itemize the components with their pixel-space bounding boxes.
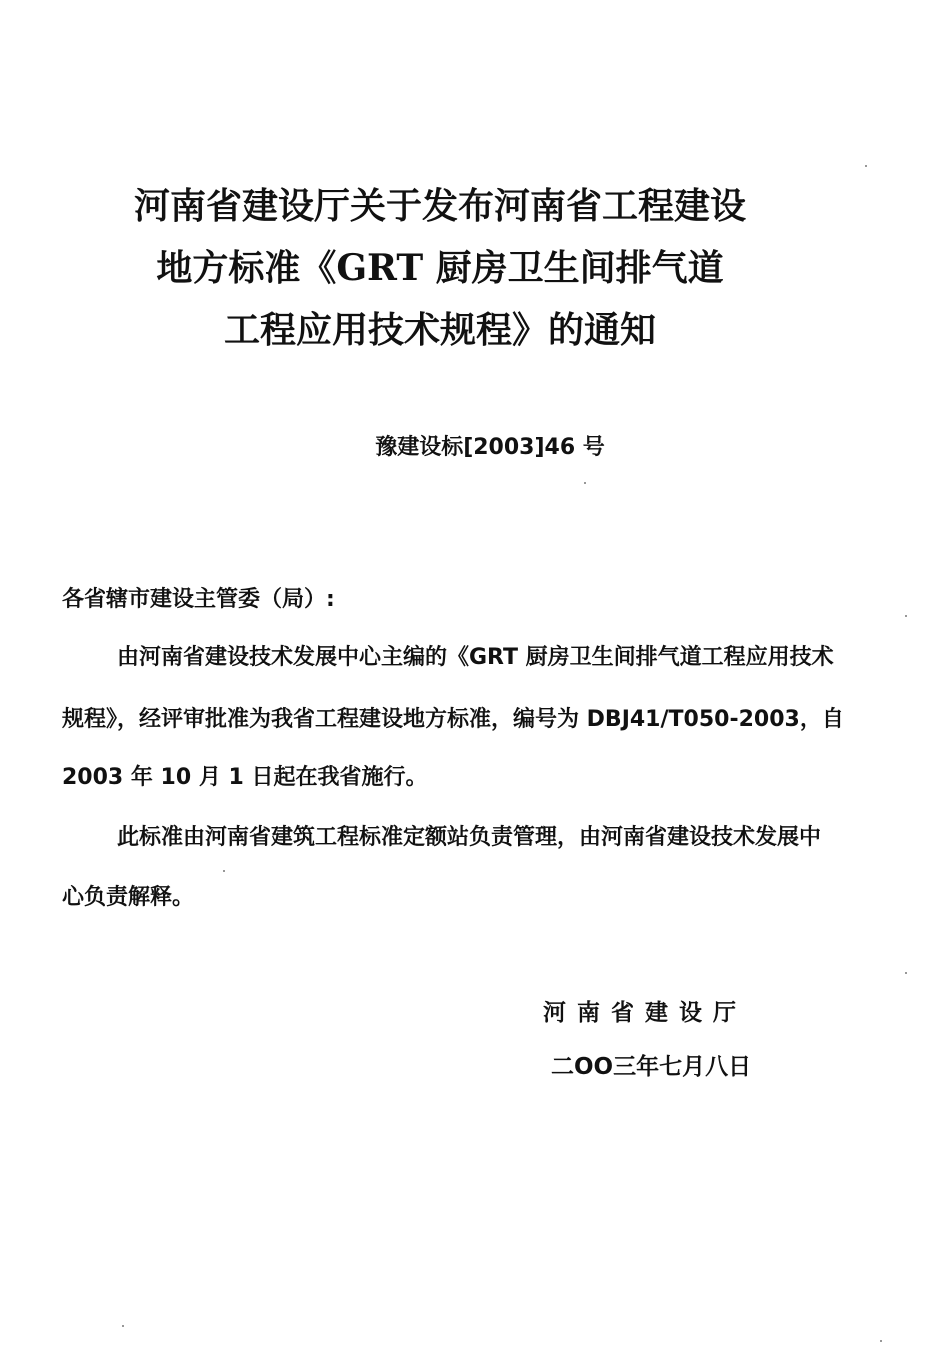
scan-speck xyxy=(880,1340,882,1342)
salutation: 各省辖市建设主管委（局）: xyxy=(62,587,335,612)
body-line-4: 此标准由河南省建筑工程标准定额站负责管理，由河南省建设技术发展中 xyxy=(117,825,822,850)
scan-speck xyxy=(122,1325,124,1327)
scan-speck xyxy=(905,972,907,974)
scan-speck xyxy=(865,165,867,167)
body-line-1: 由河南省建设技术发展中心主编的《GRT 厨房卫生间排气道工程应用技术 xyxy=(117,645,834,670)
issuer-signature: 河南省建设厅 xyxy=(543,1000,747,1026)
body-line-3: 2003 年 10 月 1 日起在我省施行。 xyxy=(62,765,428,790)
scan-speck xyxy=(584,482,586,484)
body-line-2: 规程》，经评审批准为我省工程建设地方标准，编号为 DBJ41/T050-2003，自 xyxy=(62,707,844,732)
document-number: 豫建设标[2003]46 号 xyxy=(375,435,605,460)
issue-date: 二OO三年七月八日 xyxy=(551,1054,752,1080)
scan-speck xyxy=(223,870,225,872)
notice-title-line-2: 地方标准《GRT 厨房卫生间排气道 xyxy=(156,247,724,289)
body-line-5: 心负责解释。 xyxy=(62,885,195,910)
scan-speck xyxy=(905,615,907,617)
notice-title-line-1: 河南省建设厅关于发布河南省工程建设 xyxy=(133,185,746,227)
notice-title-line-3: 工程应用技术规程》的通知 xyxy=(223,309,656,351)
